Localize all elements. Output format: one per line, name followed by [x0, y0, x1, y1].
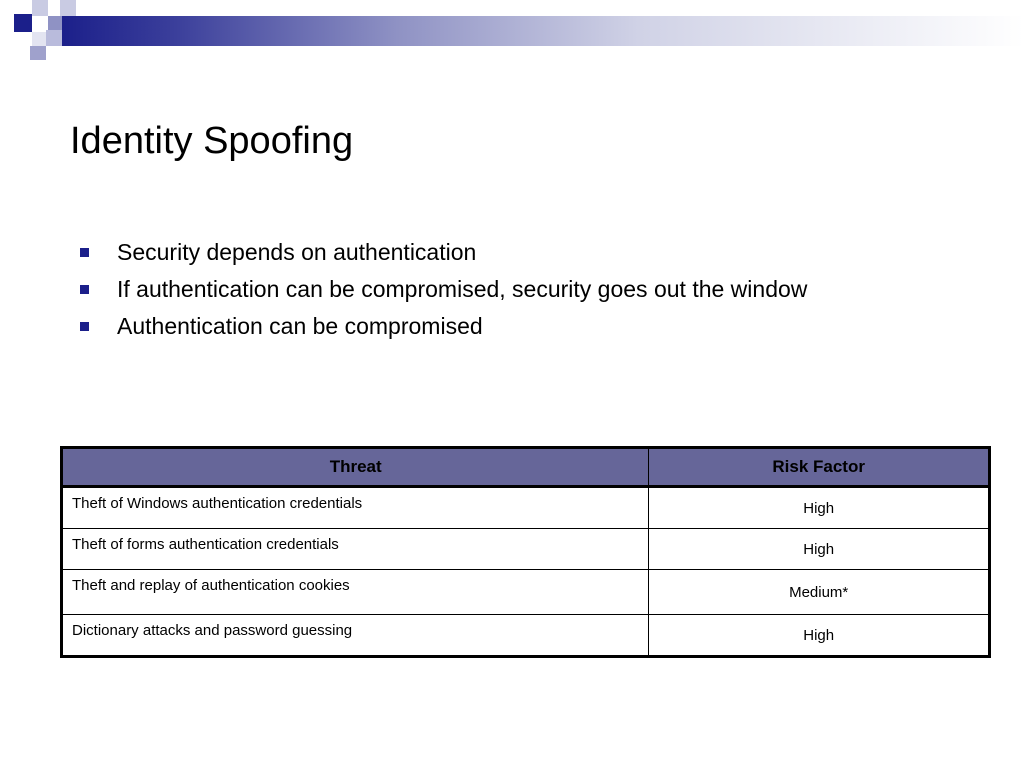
decor-square: [60, 0, 76, 16]
risk-cell: High: [649, 615, 990, 657]
risk-cell: High: [649, 487, 990, 529]
slide-title: Identity Spoofing: [70, 120, 354, 162]
bullet-item: [80, 271, 807, 308]
bullet-text: Security depends on authentication: [117, 239, 477, 265]
decor-square: [30, 46, 46, 60]
header-decoration: [60, 16, 1024, 46]
threat-cell: Theft and replay of authentication cookies: [62, 570, 649, 615]
table-header-row: [62, 448, 990, 487]
bullet-item: [80, 308, 807, 345]
header-threat: Threat: [62, 448, 649, 487]
bullet-item: [80, 234, 807, 271]
square-bullet-icon: [80, 285, 89, 294]
decor-square: [46, 30, 62, 46]
decor-square: [14, 14, 32, 32]
bullet-text: If authentication can be compromised, security goes out the window: [117, 276, 808, 302]
threat-cell: Theft of Windows authentication credentials: [62, 487, 649, 529]
table-row: [62, 570, 990, 615]
square-bullet-icon: [80, 248, 89, 257]
bullet-list: [80, 234, 807, 345]
threat-cell: Theft of forms authentication credentials: [62, 529, 649, 570]
threat-table: [60, 446, 991, 658]
decor-square: [16, 32, 32, 46]
risk-cell: High: [649, 529, 990, 570]
threat-cell: Dictionary attacks and password guessing: [62, 615, 649, 657]
bullet-text: Authentication can be compromised: [117, 313, 483, 339]
risk-cell: Medium*: [649, 570, 990, 615]
table-row: [62, 615, 990, 657]
decor-square: [32, 0, 48, 16]
header-risk-factor: Risk Factor: [649, 448, 990, 487]
decor-square: [48, 16, 62, 30]
square-bullet-icon: [80, 322, 89, 331]
table-row: [62, 487, 990, 529]
table-row: [62, 529, 990, 570]
